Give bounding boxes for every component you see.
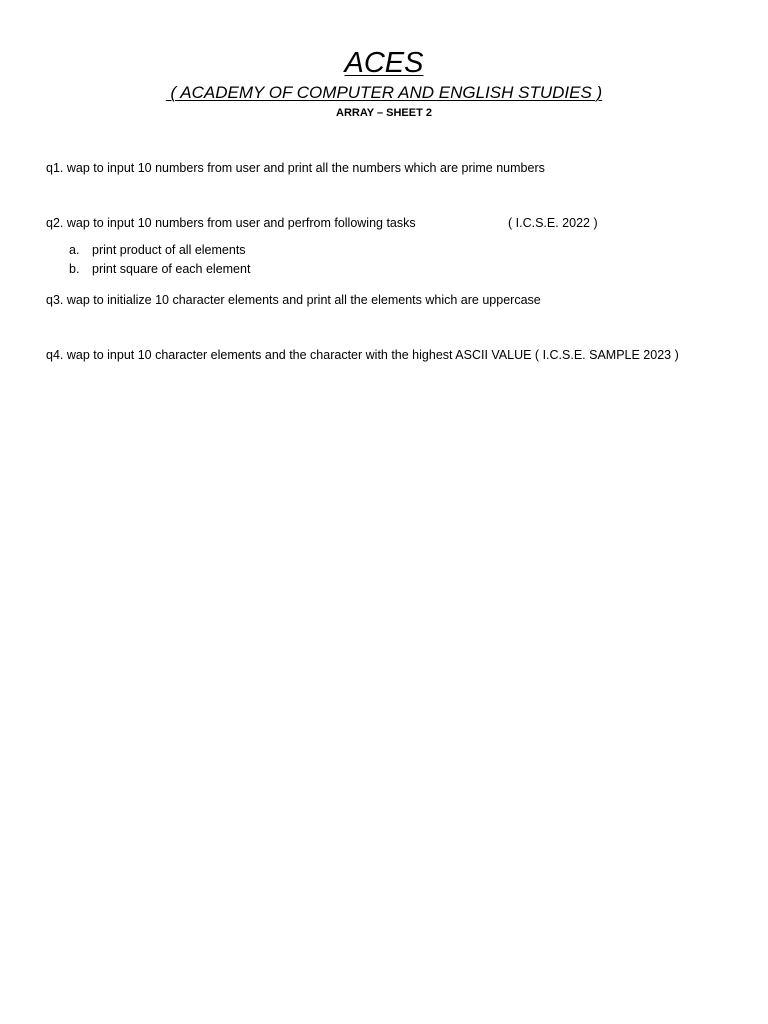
question-2-reference: ( I.C.S.E. 2022 ) — [508, 216, 598, 230]
question-3: q3. wap to initialize 10 character elements and print all the elements which are uppercase — [46, 293, 541, 307]
page-title: ACES — [344, 47, 424, 79]
list-marker: b. — [69, 262, 80, 276]
list-item-text: print square of each element — [92, 262, 251, 276]
question-1: q1. wap to input 10 numbers from user and print all the numbers which are prime numbers — [46, 161, 545, 175]
list-marker: a. — [69, 243, 80, 257]
question-2-subitem-b — [0, 261, 768, 277]
question-4: q4. wap to input 10 character elements and the character with the highest ASCII VALUE ( I.C.S.E. SAMPLE 2023 ) — [46, 348, 679, 362]
question-2: q2. wap to input 10 numbers from user and perfrom following tasks — [46, 216, 416, 230]
sheet-heading: ARRAY – SHEET 2 — [336, 107, 432, 119]
question-2-subitem-a — [0, 242, 768, 258]
institute-name: ( ACADEMY OF COMPUTER AND ENGLISH STUDIES ) — [165, 83, 603, 102]
list-item-text: print product of all elements — [92, 243, 246, 257]
